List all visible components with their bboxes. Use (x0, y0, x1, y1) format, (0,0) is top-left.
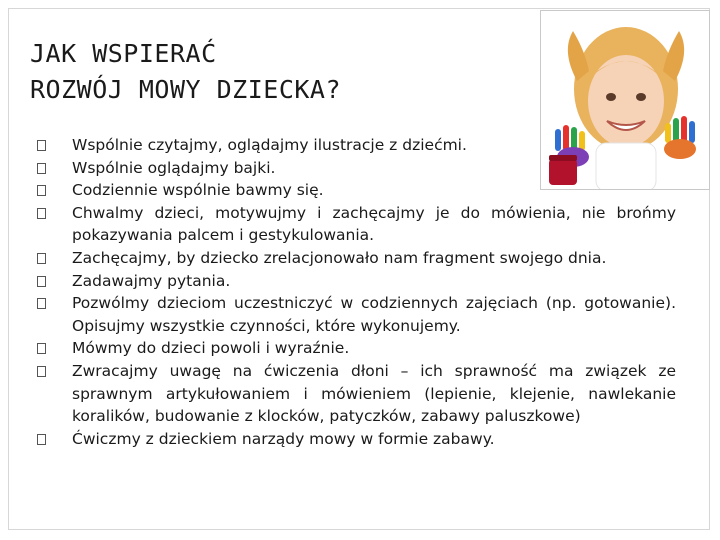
bullet-item (36, 360, 676, 428)
bullet-text: Ćwiczmy z dzieckiem narządy mowy w formie zabawy. (72, 429, 495, 448)
bullet-item (36, 337, 676, 360)
bullet-text: Zadawajmy pytania. (72, 271, 231, 290)
square-bullet-icon (37, 276, 46, 287)
bullet-item (36, 134, 676, 157)
bullet-text: Mówmy do dzieci powoli i wyraźnie. (72, 339, 350, 358)
bullet-item (36, 179, 676, 202)
square-bullet-icon (37, 298, 46, 309)
bullet-item (36, 157, 676, 180)
bullet-text: Chwalmy dzieci, motywujmy i zachęcajmy je do mówienia, nie brońmy pokazywania palcem i gestykulowania. (72, 203, 676, 245)
bullet-list (36, 134, 676, 450)
square-bullet-icon (37, 185, 46, 196)
bullet-item (36, 270, 676, 293)
bullet-item (36, 247, 676, 270)
square-bullet-icon (37, 366, 46, 377)
square-bullet-icon (37, 140, 46, 151)
bullet-text: Zwracajmy uwagę na ćwiczenia dłoni – ich sprawność ma związek ze sprawnym artykułowaniem i mówieniem (lepienie, klejenie, nawlekanie koralików, budowanie z klocków, patyczków, zabawy paluszkowe) (72, 361, 676, 426)
title-line-1: JAK WSPIERAĆ (30, 39, 217, 68)
slide-title (30, 36, 500, 108)
square-bullet-icon (37, 434, 46, 445)
square-bullet-icon (37, 253, 46, 264)
title-line-2: ROZWÓJ MOWY DZIECKA? (30, 75, 342, 104)
bullet-text: Wspólnie oglądajmy bajki. (72, 158, 276, 177)
square-bullet-icon (37, 343, 46, 354)
bullet-text: Codziennie wspólnie bawmy się. (72, 181, 324, 200)
bullet-text: Pozwólmy dzieciom uczestniczyć w codziennych zajęciach (np. gotowanie). Opisujmy wszystkie czynności, które wykonujemy. (72, 294, 676, 335)
square-bullet-icon (37, 163, 46, 174)
square-bullet-icon (37, 208, 46, 219)
bullet-item (36, 428, 676, 451)
bullet-item (36, 292, 676, 337)
bullet-text: Wspólnie czytajmy, oglądajmy ilustracje z dziećmi. (72, 136, 467, 154)
bullet-item (36, 202, 676, 247)
bullet-text: Zachęcajmy, by dziecko zrelacjonowało nam fragment swojego dnia. (72, 248, 607, 267)
